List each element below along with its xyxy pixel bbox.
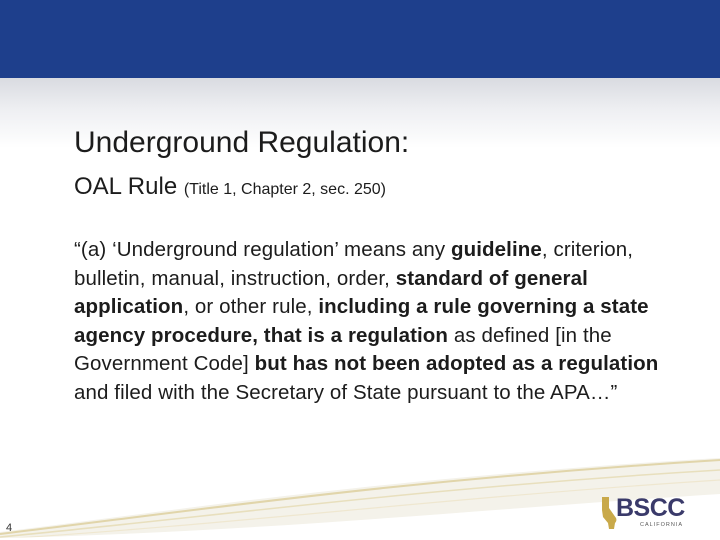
quote-segment: as defined [in the Government Code] xyxy=(74,323,612,376)
regulation-quote xyxy=(74,236,674,408)
subtitle-main: OAL Rule xyxy=(74,173,184,200)
quote-segment: , criterion, bulletin, manual, instruction, order, xyxy=(74,238,634,290)
quote-segment-bold: standard of general application xyxy=(74,266,588,319)
page-number: 4 xyxy=(6,522,13,534)
logo-subtext: CALIFORNIA xyxy=(640,522,684,528)
quote-segment: and filed with the Secretary of State pursuant to the APA…” xyxy=(74,380,618,404)
slide-title: Underground Regulation: xyxy=(74,126,410,159)
quote-segment-bold: including a rule governing a state agency procedure, that is a regulation xyxy=(74,295,649,347)
bscc-logo xyxy=(600,494,712,534)
quote-segment-bold: but has not been adopted as a regulation xyxy=(254,352,659,376)
quote-segment: “(a) ‘Underground regulation’ means any xyxy=(74,238,451,261)
quote-segment: , or other rule, xyxy=(183,295,319,319)
header-band xyxy=(0,0,720,78)
logo-text: BSCC xyxy=(616,494,685,522)
slide-subtitle xyxy=(74,173,386,201)
quote-segment-bold: guideline xyxy=(451,238,542,261)
subtitle-reference: (Title 1, Chapter 2, sec. 250) xyxy=(183,181,386,198)
